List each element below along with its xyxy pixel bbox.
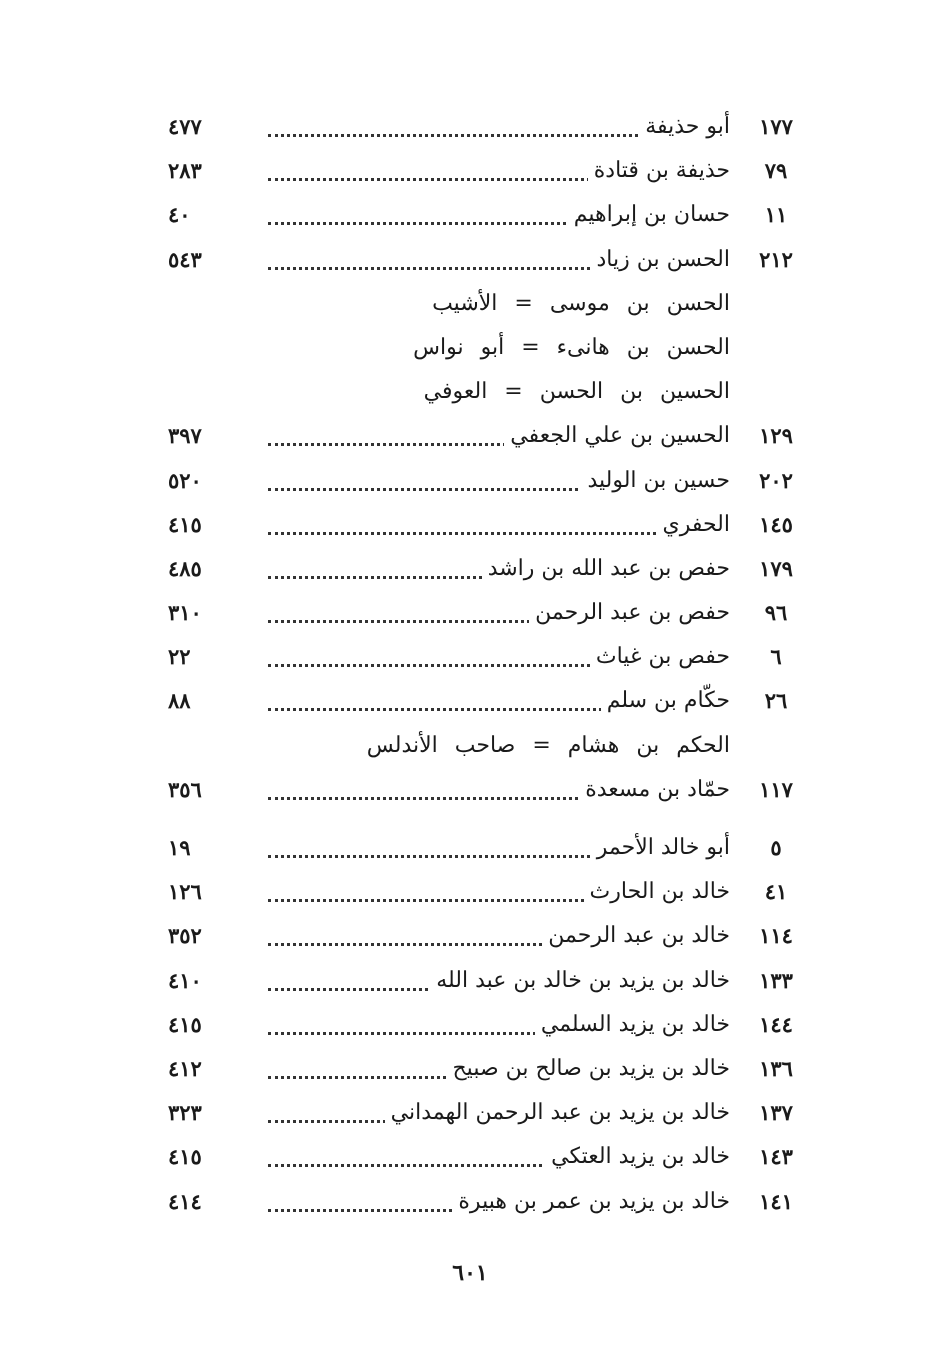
entry-name: خالد بن يزيد بن عمر بن هبيرة xyxy=(452,1187,730,1217)
entry-page: ٤١٠ xyxy=(168,967,202,993)
entry-page: ١٢٦ xyxy=(168,879,202,905)
entry-name: حسان بن إبراهيم xyxy=(568,200,730,230)
entry-page: ٨٨ xyxy=(168,688,191,714)
index-list xyxy=(0,106,940,1225)
entry-name: حفص بن غياث xyxy=(590,642,730,672)
entry-number: ٩٦ xyxy=(764,600,788,626)
index-entry-row xyxy=(0,1181,940,1225)
entry-name: الحسن بن زياد xyxy=(591,245,731,275)
index-entry-row xyxy=(0,769,940,813)
entry-name: حفص بن عبد الرحمن xyxy=(529,598,730,628)
section-gap xyxy=(0,813,940,827)
entry-page: ٣٥٢ xyxy=(168,923,202,949)
entry-name: حسين بن الوليد xyxy=(581,466,730,496)
index-entry-row xyxy=(0,415,940,459)
entry-page: ٢٨٣ xyxy=(168,158,202,184)
entry-page: ٣٢٣ xyxy=(168,1100,202,1126)
index-entry-row xyxy=(0,239,940,283)
cross-reference-text: الحسن بن موسى = الأشيب xyxy=(426,289,730,319)
entry-page: ٤٧٧ xyxy=(168,114,202,139)
entry-name: خالد بن يزيد بن صالح بن صبيح xyxy=(446,1054,730,1084)
entry-number: ١٢٩ xyxy=(759,423,793,449)
entry-number: ١١٧ xyxy=(759,776,793,802)
entry-name: خالد بن يزيد السلمي xyxy=(535,1010,730,1040)
index-entry-row xyxy=(0,960,940,1004)
entry-name: خالد بن الحارث xyxy=(584,877,730,907)
entry-page: ٤٠ xyxy=(168,202,191,228)
entry-name: حفص بن عبد الله بن راشد xyxy=(482,554,730,584)
entry-number: ٢١٢ xyxy=(759,246,793,272)
entry-page: ٥٤٣ xyxy=(168,246,202,272)
entry-number: ١٤١ xyxy=(759,1188,793,1214)
index-entry-row xyxy=(0,1004,940,1048)
entry-page: ٢٢ xyxy=(168,644,191,670)
entry-name: خالد بن يزيد العتكي xyxy=(545,1142,730,1172)
entry-name: خالد بن يزيد بن عبد الرحمن الهمداني xyxy=(385,1098,730,1128)
entry-number: ١١٤ xyxy=(759,923,793,949)
entry-page: ٤١٥ xyxy=(168,1011,202,1037)
cross-reference-text: الحسين بن الحسن = العوفي xyxy=(418,377,730,407)
entry-number: ١٣٧ xyxy=(759,1100,793,1126)
entry-page: ٤١٤ xyxy=(168,1188,202,1214)
entry-page: ١٩ xyxy=(168,835,191,860)
entry-page: ٣٥٦ xyxy=(168,776,202,802)
entry-number: ١٣٦ xyxy=(759,1055,793,1081)
entry-number: ٢٦ xyxy=(764,688,788,714)
entry-name: خالد بن يزيد بن خالد بن عبد الله xyxy=(430,966,730,996)
entry-page: ٤١٢ xyxy=(168,1055,202,1081)
entry-name: خالد بن عبد الرحمن xyxy=(542,921,730,951)
cross-reference-text: الحسن بن هانىء = أبو نواس xyxy=(407,333,730,363)
entry-name: أبو خالد الأحمر xyxy=(591,833,730,863)
cross-reference-text: الحكم بن هشام = صاحب الأندلس xyxy=(361,731,730,761)
entry-number: ٦ xyxy=(770,644,782,670)
entry-name: حذيفة بن قتادة xyxy=(588,156,730,186)
cross-reference-row xyxy=(0,327,940,371)
index-entry-row xyxy=(0,194,940,238)
entry-number: ١٧٩ xyxy=(759,555,793,581)
entry-number: ٧٩ xyxy=(764,158,788,184)
entry-number: ١٣٣ xyxy=(759,967,793,993)
index-entry-row xyxy=(0,1048,940,1092)
index-entry-row xyxy=(0,871,940,915)
entry-number: ٥ xyxy=(770,835,782,860)
index-entry-row xyxy=(0,915,940,959)
entry-name: حمّاد بن مسعدة xyxy=(579,775,730,805)
entry-number: ١١ xyxy=(764,202,788,228)
entry-number: ١٤٤ xyxy=(759,1011,793,1037)
cross-reference-row xyxy=(0,725,940,769)
entry-page: ٤١٥ xyxy=(168,1144,202,1170)
entry-page: ٤٨٥ xyxy=(168,555,202,581)
entry-name: الحفري xyxy=(656,510,730,540)
entry-name: أبو حذيفة xyxy=(639,112,730,142)
index-entry-row xyxy=(0,150,940,194)
index-entry-row xyxy=(0,636,940,680)
entry-name: الحسين بن علي الجعفي xyxy=(504,421,730,451)
cross-reference-row xyxy=(0,283,940,327)
index-entry-row xyxy=(0,827,940,871)
index-entry-row xyxy=(0,504,940,548)
page-number: ٦٠١ xyxy=(452,1260,488,1286)
index-entry-row xyxy=(0,680,940,724)
entry-number: ١٤٥ xyxy=(759,511,793,537)
index-entry-row xyxy=(0,1092,940,1136)
entry-page: ٤١٥ xyxy=(168,511,202,537)
entry-number: ٢٠٢ xyxy=(759,467,793,493)
entry-number: ٤١ xyxy=(764,879,788,905)
entry-number: ١٧٧ xyxy=(759,114,793,139)
index-entry-row xyxy=(0,592,940,636)
index-entry-row xyxy=(0,548,940,592)
index-entry-row xyxy=(0,460,940,504)
entry-name: حكّام بن سلم xyxy=(601,686,730,716)
entry-page: ٣١٠ xyxy=(168,600,202,626)
entry-page: ٥٢٠ xyxy=(168,467,202,493)
index-entry-row xyxy=(0,1136,940,1180)
entry-page: ٣٩٧ xyxy=(168,423,202,449)
cross-reference-row xyxy=(0,371,940,415)
entry-number: ١٤٣ xyxy=(759,1144,793,1170)
index-entry-row xyxy=(0,106,940,150)
